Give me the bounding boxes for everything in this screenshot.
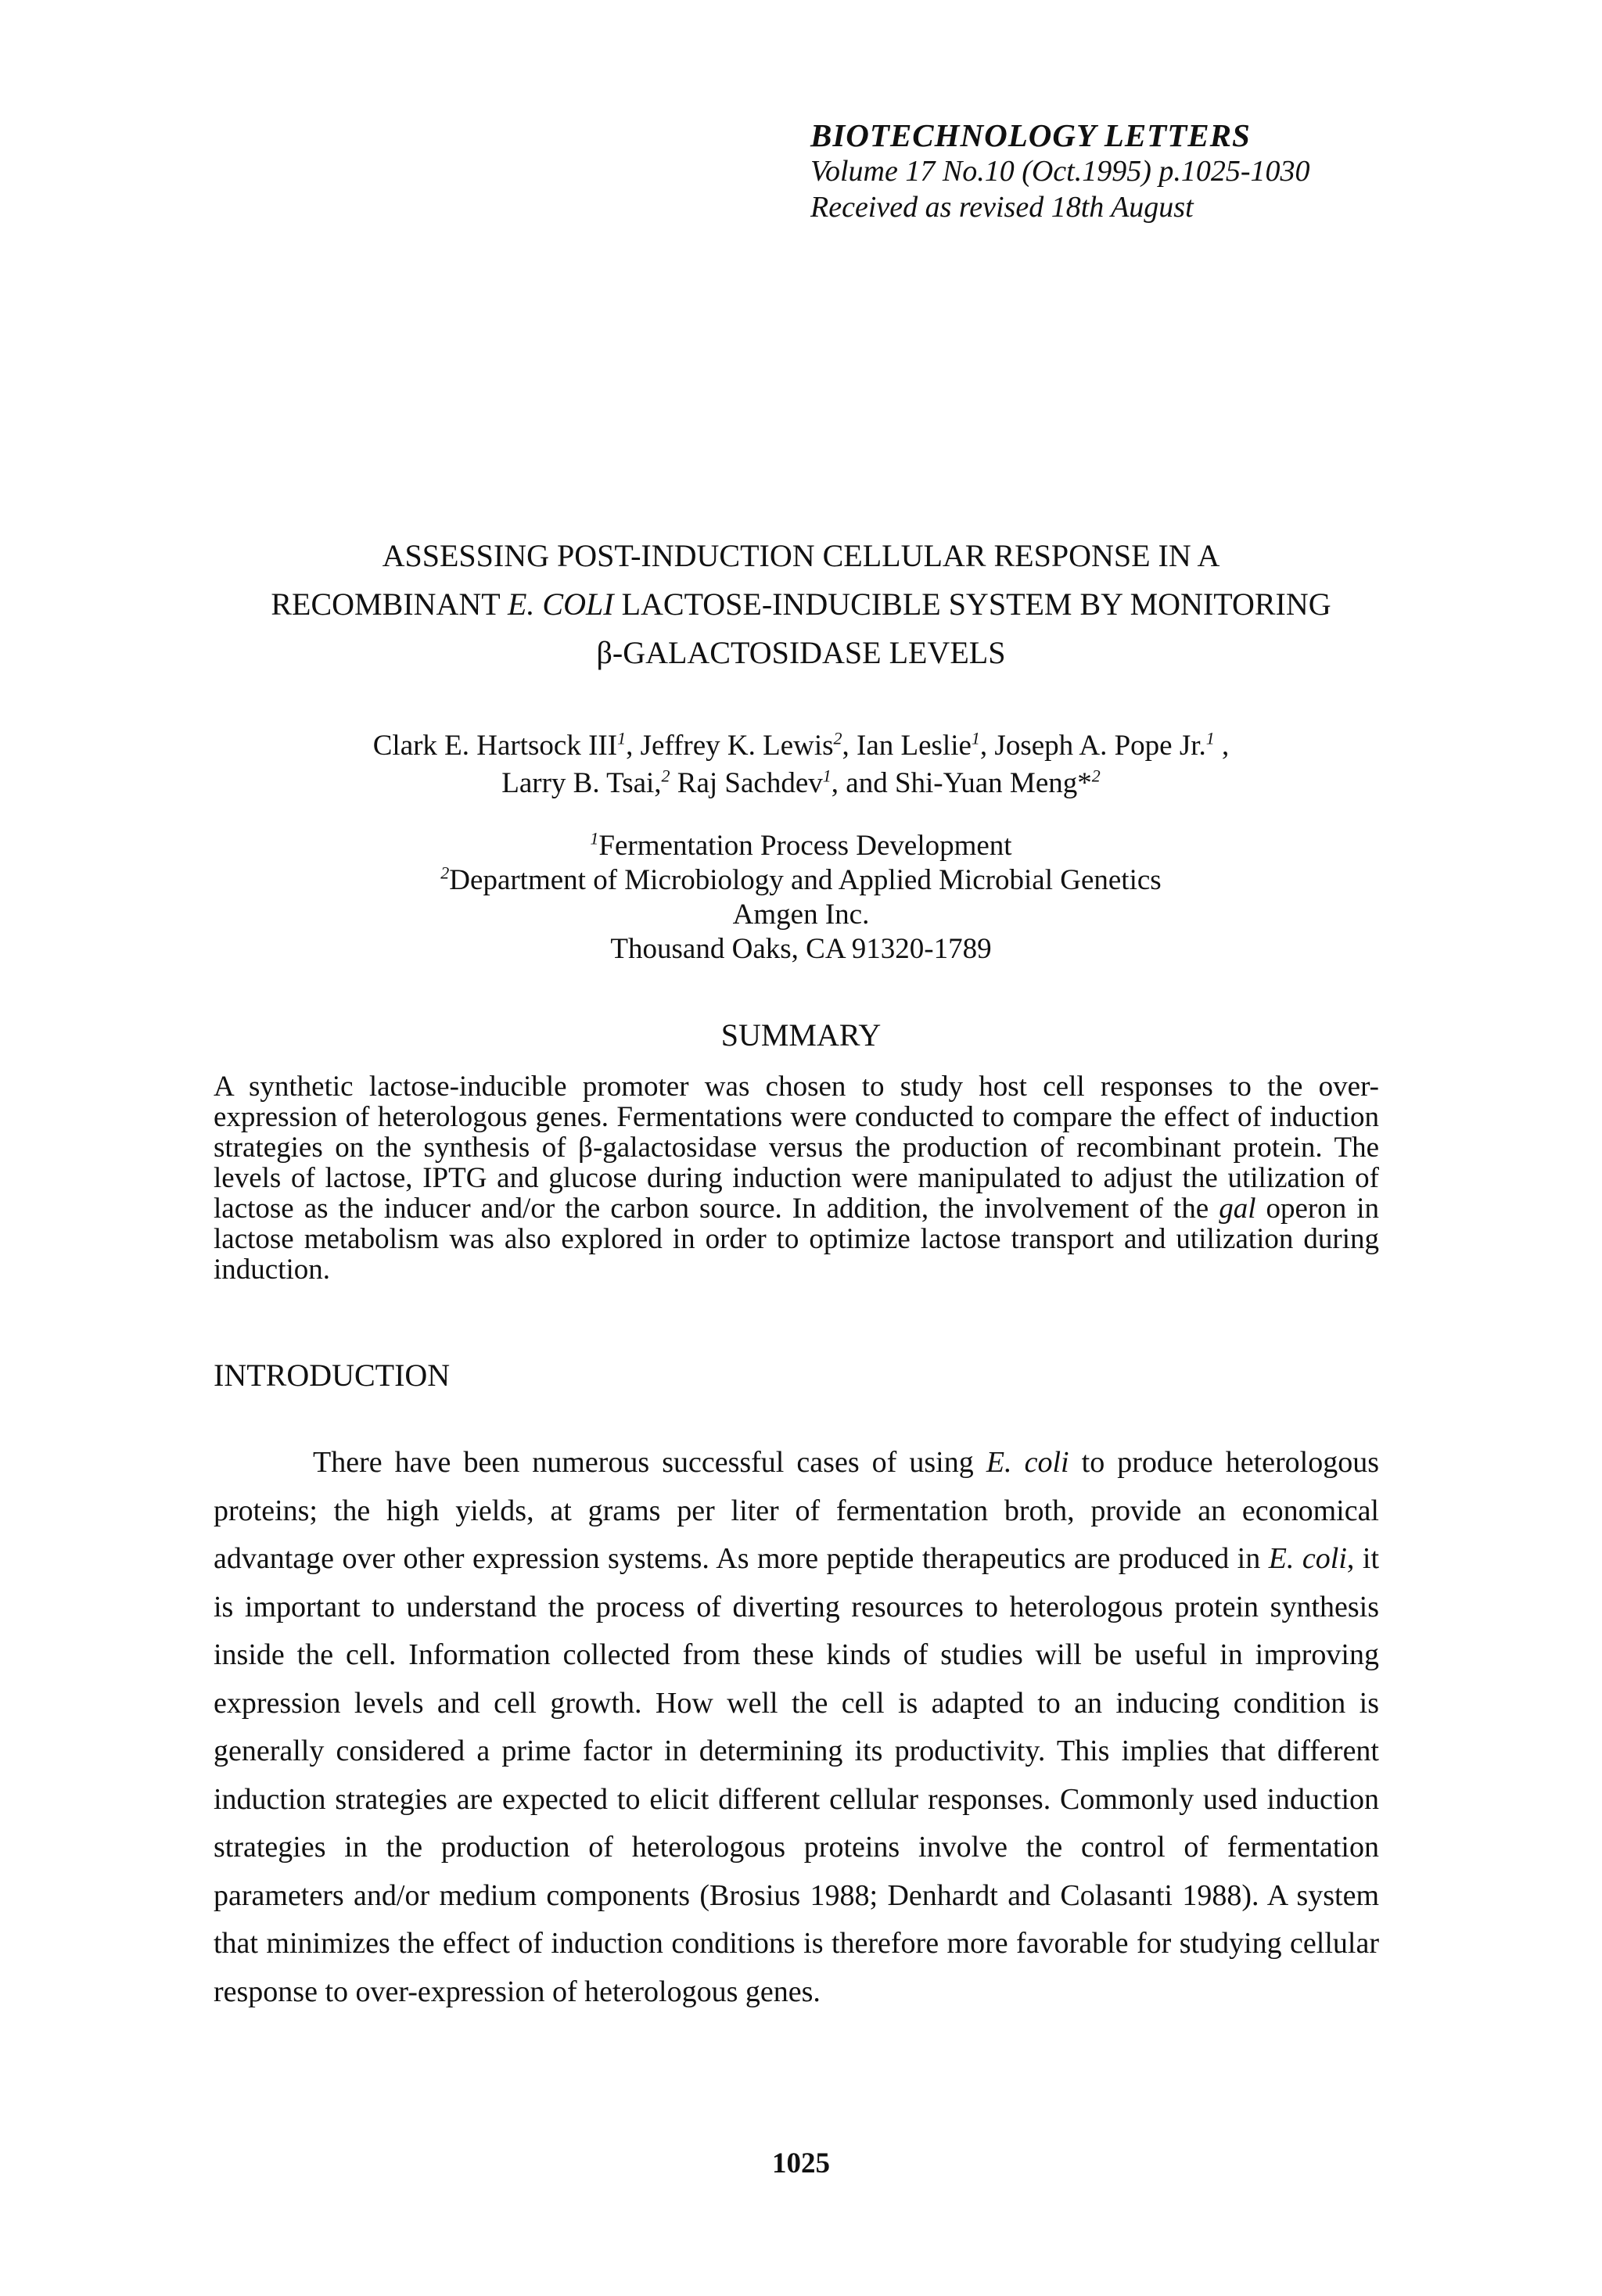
author-line-1	[141, 727, 1461, 765]
intro-text-1: There have been numerous successful cases of using	[313, 1446, 986, 1479]
author-affil-mark: 1	[971, 728, 980, 748]
affiliation-company: Amgen Inc.	[732, 899, 870, 931]
title-line-2-start: RECOMBINANT	[271, 587, 508, 622]
affiliation-2-text: Department of Microbiology and Applied Microbial Genetics	[449, 864, 1162, 896]
affiliation-1-text: Fermentation Process Development	[598, 830, 1012, 862]
summary-text-1: A synthetic lactose-inducible promoter was chosen to study host cell responses to the over-expression of heterologous genes. Fermentations were conducted to compare the effect of induction strategies on the synthesis of β-galactosidase versus the production of recombinant protein. The levels of lactose, IPTG and glucose during induction were manipulated to adjust the utilization of lactose as the inducer and/or the carbon source. In addition, the involvement of the	[214, 1071, 1379, 1225]
intro-species-2: E. coli	[1268, 1542, 1347, 1575]
intro-text-3: , it is important to understand the process of diverting resources to heterologous protein synthesis inside the cell. Information collected from these kinds of studies will be useful in improving expression levels and cell growth. How well the cell is adapted to an inducing condition is generally considered a prime factor in determining its productivity. This implies that different induction strategies are expected to elicit different cellular responses. Commonly used induction strategies in the production of heterologous proteins involve the control of fermentation parameters and/or medium components (Brosius 1988; Denhardt and Colasanti 1988). A system that minimizes the effect of induction conditions is therefore more favorable for studying cellular response to over-expression of heterologous genes.	[214, 1542, 1380, 2008]
introduction-heading: INTRODUCTION	[214, 1358, 451, 1393]
author-meng: , and Shi-Yuan Meng*	[831, 767, 1092, 799]
summary-gal-term: gal	[1219, 1193, 1256, 1225]
title-line-2	[141, 580, 1461, 629]
author-affil-mark: 1	[617, 728, 627, 748]
summary-heading: SUMMARY	[720, 1017, 882, 1053]
affiliation-address: Thousand Oaks, CA 91320-1789	[610, 933, 992, 965]
author-affil-mark: 1	[1205, 728, 1215, 748]
affiliation-1	[141, 829, 1461, 863]
summary-paragraph	[214, 1071, 1379, 1285]
author-leslie: , Ian Leslie	[842, 730, 972, 762]
title-species: E. COLI	[507, 587, 614, 622]
author-sachdev: Raj Sachdev	[670, 767, 823, 799]
author-separator: ,	[1214, 730, 1230, 762]
intro-species-1: E. coli	[986, 1446, 1069, 1479]
affiliation-mark: 1	[590, 828, 599, 848]
author-list	[141, 727, 1461, 802]
author-tsai: Larry B. Tsai,	[501, 767, 662, 799]
summary-text-2: operon in lactose metabolism was also explored in order to optimize lactose transport and utilization during induction.	[214, 1193, 1379, 1286]
affiliation-mark: 2	[440, 863, 450, 883]
title-line-2-end: LACTOSE-INDUCIBLE SYSTEM BY MONITORING	[613, 587, 1331, 622]
author-lewis: , Jeffrey K. Lewis	[626, 730, 834, 762]
title-line-1: ASSESSING POST-INDUCTION CELLULAR RESPONSE IN A	[382, 538, 1220, 573]
introduction-paragraph	[214, 1439, 1379, 2016]
affiliation-2	[141, 863, 1461, 898]
author-hartsock: Clark E. Hartsock III	[372, 730, 618, 762]
journal-name: BIOTECHNOLOGY LETTERS	[810, 117, 1251, 153]
title-line-3: β-GALACTOSIDASE LEVELS	[596, 635, 1006, 670]
journal-volume: Volume 17 No.10 (Oct.1995) p.1025-1030	[810, 155, 1310, 188]
author-affil-mark: 2	[661, 766, 670, 786]
author-pope: , Joseph A. Pope Jr.	[979, 730, 1206, 762]
intro-text-2: to produce heterologous proteins; the high yields, at grams per liter of fermentation broth, provide an economical advantage over other expression systems. As more peptide therapeutics are produced in	[214, 1446, 1380, 1575]
author-affil-mark: 2	[1091, 766, 1101, 786]
author-line-2	[141, 765, 1461, 802]
author-affil-mark: 1	[822, 766, 832, 786]
paper-title	[141, 532, 1461, 677]
page-number: 1025	[772, 2147, 830, 2179]
affiliations	[141, 829, 1461, 967]
journal-header	[810, 117, 1436, 225]
author-affil-mark: 2	[833, 728, 842, 748]
received-date: Received as revised 18th August	[810, 191, 1194, 224]
